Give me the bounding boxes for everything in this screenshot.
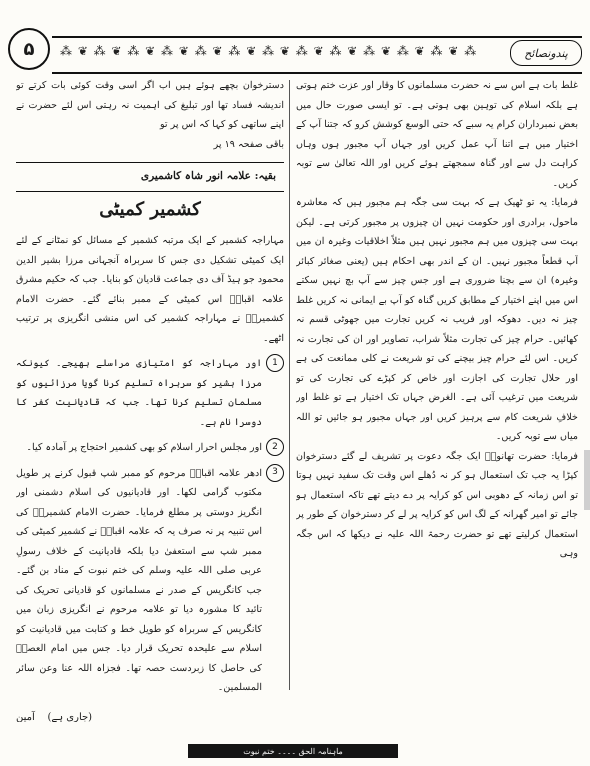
continuation-reference: باقی صفحہ ۱۹ پر: [213, 138, 284, 150]
left-paragraph-2: مہاراجہ کشمیر کے ایک مرتبہ کشمیر کے مسائل کو نمٹانے کے لئے ایک کمیٹی تشکیل دی جس کا سربراہ آنجہانی مرزا بشیر الدین محمود جو ہیڈ آف دی جماعت قادیان کو بنایا۔ جب کہ حکیم مشرق علامہ اقبالؒ اس کمیٹی کے ممبر بنائے گئے۔ حضرت الامام کشمیریؒ نے مہاراجہ کشمیر کی اس منشی انگریزی پر ترتیب اٹھے۔: [16, 235, 284, 344]
right-paragraph-3: فرمایا: حضرت تھانویؒ ایک جگہ دعوت پر تشریف لے گئے دسترخوان کپڑا یہ جب تک استعمال ہو کر نہ دُھلے اس وقت تک سفید نہیں ہوتا تو اس زمانہ کے دھوبی اس کو کرایہ پر دے دیتے تھے تاکہ استعمال ہو جائے تو امیر گھرانہ کے لگ اس کو کرایہ پر لے کر دسترخوان کے طور پر استعمال کرلیتے تھے تو حضرت رحمۃ اللہ علیہ نے دیکھا کہ اس جگہ وہی: [296, 450, 578, 559]
list-item-3-text: ادھر علامہ اقبالؒ مرحوم کو ممبر شپ قبول کرنے پر طویل مکتوب گرامی لکھا۔ اور قادیانیوں کی اسلام دشمنی اور انگریز دوستی پر مطلع فرمایا۔ حضرت الامام کشمیریؒ کی اس تنبیہ پر نہ صرف یہ کہ علامہ اقبالؒ نے کشمیر کمیٹی کی ممبر شپ سے استعفیٰ دیا بلکہ قادیانیت کے خلاف رسولِ عربی صلی اللہ علیہ وسلم کی ختم نبوت کے مناد بن گئے۔ جب کانگریس کے صدر نے مسلمانوں کو قادیانی تحریک کی تائید کا مشورہ دیا تو علامہ مرحوم نے انگریزی زبان میں کانگریس کے سربراہ کو طویل خط و کتابت میں قادیانیت کو اسلام سے علیحدہ تحریک قرار دیا۔ جس میں امام العصرؒ کی حاصل کا زبردست حصہ تھا۔ فجزاہ اللہ عنا وعن سائر المسلمین۔: [16, 467, 262, 693]
list-item-1-text: اور مہاراجہ کو امتیازی مراسلے بھیجے۔ کیونکہ مرزا بشیر کو سربراہ تسلیم کرنا گویا مرزائیوں کو مسلمان تسلیم کرنا تھا۔ جب کہ قادیانیت کفر کا دوسرا نام ہے۔: [16, 358, 262, 428]
scan-edge-mark: [584, 450, 590, 510]
right-paragraph-1: غلط بات ہے اس سے نہ حضرت مسلمانوں کا وقار اور عزت ختم ہوتی ہے بلکہ اسلام کی توہین بھی ہوتی ہے۔ تو ایسی صورت حال میں بعض نمبرداران کرام یہ سبے کہ حتی الوسع کوشش کرو کہ جتنا آپ کے اختیار میں ہے اتنا آپ عمل کریں اور جہاں آپ مجبور ہوں وہاں کراہت دل سے اور گناہ سمجھتے ہوئے کریں اور اللہ تعالیٰ سے توبہ کریں۔: [296, 80, 578, 189]
list-item-2-text: اور مجلس احرار اسلام کو بھی کشمیر احتجاج پر آمادہ کیا۔: [26, 442, 262, 453]
footer-banner-text: ماہنامہ الحق ۔۔۔۔ ختم نبوت: [243, 746, 343, 756]
left-column: [16, 76, 284, 722]
footer-banner: [188, 744, 398, 758]
article-title: کشمیر کمیٹی: [99, 198, 201, 220]
right-paragraph-2: فرمایا: یہ تو ٹھیک ہے کہ بہت سی جگہ ہم مجبور ہیں کہ معاشرہ ماحول، برادری اور حکومت نہیں ان چیزوں پر مجبور کرتی ہے۔ لیکن بہت سی چیزوں میں ہم مجبور نہیں ہیں مثلاً اخلاقیات وغیرہ ان میں آپ قطعاً مجبور نہیں۔ ان کے اندر بھی احکام ہیں (یعنی صغائر کبائر وغیرہ) ان سے بچنا ضروری ہے اور جس چیز سے آپ بچ نہیں سکتے اس میں اپنے اختیار کے مطابق کریں گناہ کو آپ بے ایمانی نہ کریں غلط چیز نہ دیں۔ دھوکہ اور فریب نہ کریں تجارت میں جھوٹی قسم نہ کھائیں۔ حرام چیز کی تجارت مثلاً شراب، تصاویر اور ان کی تجارت نہ کریں۔ اس لئے حرام چیز بیچنے کی تو شریعت نے کلی ممانعت کی ہے اور حلال تجارت کی اجازت اور خاص کر کپڑے کی تجارت کی تو شریعت میں ترغیب آئی ہے۔ الغرض جہاں تک اختیار ہے تو غلط اور خلافِ شریعت کام سے پرہیز کریں اور جہاں مجبور ہو جائیں تو اللہ میاں سے توبہ کریں۔: [296, 197, 578, 442]
list-item-1: [16, 354, 284, 432]
continued-label: (جاری ہے): [47, 711, 93, 722]
number-1-badge: 1: [266, 354, 284, 372]
number-2-badge: 2: [266, 438, 284, 456]
column-divider: [289, 80, 290, 690]
list-item-2: [16, 438, 284, 458]
page-number-badge: [8, 28, 50, 70]
header-ornament: ⁂ ❦ ⁂ ❦ ⁂ ❦ ⁂ ❦ ⁂ ❦ ⁂ ❦ ⁂ ❦ ⁂ ❦ ⁂ ❦ ⁂ ❦ ⁂ ❦ ⁂ ❦ ⁂: [60, 44, 478, 58]
right-column: [296, 76, 578, 722]
page-number: ۵: [23, 38, 35, 60]
list-item-3: [16, 464, 284, 698]
section-label: پندونصائح: [510, 40, 582, 66]
article-end-line: [16, 708, 284, 723]
left-paragraph-1: دسترخوان بچھے ہوئے ہیں اب اگر اسی وقت کوئی بات کرتے تو اندیشہ فساد تھا اور تبلیغ کی اہمیت نہ رہتی اس لئے حضرت نے اپنے ساتھی کو کہا کہ اس پر تو: [16, 80, 284, 130]
number-3-badge: 3: [266, 464, 284, 482]
continued-article-header: بقیہ: علامہ انور شاہ کاشمیری: [16, 162, 284, 192]
amen-label: آمین: [16, 711, 35, 722]
